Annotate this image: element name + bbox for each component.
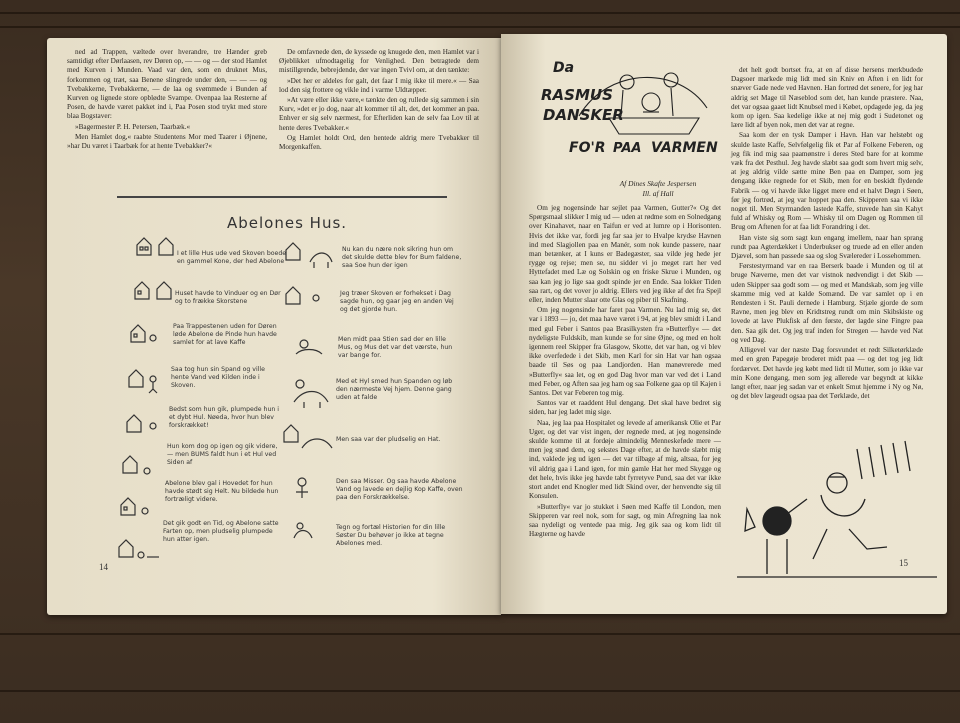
story-column-1	[67, 48, 267, 152]
comic-caption: Bedst som hun gik, plumpede hun i et dybt Hul. Nøeda, hvor hun blev forskrækket!	[169, 406, 279, 429]
paragraph: »Det her er aldeles for galt, det faar I mig ikke til mere.« — Saa lod den sig frottere og vikle ind i varme Uldtæpper.	[279, 76, 479, 94]
paragraph: det helt godt bortset fra, at en af disse hersens merkbudede Dagsoer markede mig lidt med sin Kniv en Aften i en lidt for snæver Gade nede ved Havnen. Han fortrød det senere, for jeg har aldrig set Mage til Næseblod som det, han kunde præstere. Naa, det var ogsaa gaaet lidt Knubsel med i Købet, opdagede jeg, da jeg kom op igen. Saa kedelige ikke at nej mig godt i Sudetonet og lære lidt af byen nok, men det var at regne.	[731, 66, 924, 130]
paragraph: Santos var et raaddent Hul dengang. Det skal have bedret sig siden, har jeg ladet mig sige.	[529, 399, 721, 417]
illustrator-credit: Ill. af Hall	[642, 189, 674, 198]
paragraph: Saa kom der en tysk Damper i Havn. Han var helstøbt og skulde laste Kaffe, Selvfølgelig fik et Par af Folkene Feberen, og jeg fik ind mig saa paamønstre i deres Sted bare for at komme væk fra det Pesthul. Jeg havde slæbt saa godt som hvert mig selv, at jeg aldrig vilde sætte mine Ben paa en Damper, som jeg dengang ikke regnede for et Skib, men for en beskidt flydende Fabrik — og vi havde ikke ligget mere end et halvt Døgn i Søen, før jeg fortrød, at jeg var hoppet paa den. Skipperen saa vi ikke noget til. Men Styrmanden lastede Kaffe, stuvede han sin Kahyt fuld af Whisky og Rom — Whisky til om Dagen og Rommen til Brug om Aftenen for at faa lidt Forandring i det.	[731, 131, 923, 232]
comic-caption: Paa Trappestenen uden for Døren løde Abelone de Pinde hun havde samlet for at lave Kaffe	[173, 323, 277, 346]
article-column-1	[529, 204, 721, 540]
comic-scene-drawings	[282, 238, 342, 578]
paragraph: Og Hamlet holdt Ord, den hentede aldrig mere Tvebakker til Morgenkaffen.	[279, 133, 479, 152]
logo-word: RASMUS	[541, 86, 613, 104]
comic-house-drawings	[117, 233, 177, 563]
byline: Af Dines Skafte Jespersen	[619, 179, 697, 188]
comic-caption: Saa tog hun sin Spand og ville hente Vand ved Kilden inde i Skoven.	[171, 366, 265, 389]
comic-title: Abelones Hus.	[227, 214, 348, 232]
paragraph: »At være eller ikke være,« tænkte den og rullede sig sammen i sin Kurv, »det er jo dog, naar alt kommer til alt, det, det kommer an paa. Enhver er sig selv nærmest, for Efterliden kan de selv faa Lov til at hente deres Tvebakker.«	[279, 96, 479, 132]
comic-caption: Men midt paa Stien sad der en lille Mus, og Mus det var det værste, hun var bange for.	[338, 336, 453, 359]
comic-caption: Den saa Misser. Og saa havde Abelone Vand og lavede en dejlig Kop Kaffe, oven paa den Forskrækkelse.	[336, 478, 463, 501]
wood-grain	[0, 633, 960, 635]
section-divider	[117, 196, 447, 198]
comic-caption: Nu kan du nære nok sikring hun om det skulde dette blev for Bum faldene, saa Soe hun der igen	[342, 246, 462, 269]
logo-word: FO'R	[569, 140, 606, 156]
page-number: 15	[899, 558, 908, 568]
paragraph: Om jeg nogensinde har sejlet paa Varmen, Gutter?« Og det Spørgsmaal slikker I mig ud — uden at rødme som en Solnedgang over Kinahavet, naar en Taifun er ved at lumre op i Horisonten. Hvis det ikke var, fordi jeg far saa jer to Hvalpe krydse Havnen ind med Slagjollen paa en Manér, som nok kunde passere, naar man betænker, at I kuns er Badegæster, saa vilde jeg hede jer rygge og rejse; men se, nu sidder vi jo meget rart her ved Hyttefadet med Læ og Solskin og en friske Skrue i Munden, og saa kan jeg jo lige saa godt spinde jer en Ende. Saa lokker Tiden saa rart, og det vover jo aldrig. Ellers ved jeg ikke af det fra Spejl eller, inden Mutter slaar otte Glas og piber til Skafning.	[529, 204, 721, 305]
comic-caption: I et lille Hus ude ved Skoven boede en gammel Kone, der hed Abelone	[177, 250, 287, 265]
right-page	[501, 34, 947, 614]
logo-word: VARMEN	[651, 140, 718, 156]
paragraph: Men Hamlet dog,« raabte Studentens Mor med Taarer i Øjnene, »har Du været i Taarbæk for at hente Tvebakker?«	[67, 132, 267, 151]
comic-caption: Jeg træer Skoven er forhekset i Dag sagde hun, og gaar jeg en anden Vej og det gjorde hun.	[340, 290, 454, 313]
comic-caption: Hun kom dog op igen og gik videre, — men BUMS faldt hun i et Hul ved Siden af	[167, 443, 278, 466]
paragraph: Alligevel var der næste Dag forsvundet et rødt Silketørklæde med en grøn Papegøje broderet midt paa — og det tog jeg lidt fordærvet. Det havde jeg købt med lidt til Mutter, som jo ikke var min Kone dengang, men som jeg allerede var begyndt at kikke langt efter, naar jeg sadan var et enkelt Smut hjemme i Ny og Nø, og det blev lægeudt ogsaa paa det Tørklæde, det	[731, 346, 923, 401]
paragraph: »Butterfly« var jo stukket i Søen med Kaffe til London, men Skipperen var reel nok, som for sagt, og min Afregning laa nok saa nydeligt og ventede paa mig. Jeg gik saa og kom lidt til Hægterne og havde	[529, 502, 721, 539]
wood-grain	[0, 12, 960, 14]
logo-word: DANSKER	[543, 106, 624, 124]
article-title-logo	[539, 56, 718, 176]
paragraph: Han viste sig som sagt kun engang imellem, naar han sprang rundt paa Agterdækket i Underbukser og truede ad en eller anden Djævel, som han passede saa og slog Svælereder i Lossehommen.	[731, 233, 923, 261]
story-column-2	[279, 48, 479, 153]
comic-caption: Tegn og fortæl Historien for din lille Søster Du behøver jo ikke at tegne Abelones med.	[336, 524, 446, 547]
article-column-2	[731, 66, 923, 446]
logo-word: Da	[553, 60, 575, 76]
paragraph: ned ad Trappen, væltede over hverandre, tre Hænder greb samtidigt efter Dørlaasen, rev Døren op, — — og — der stod Hamlet med Kurven i Munden. Vaad var den, som en druknet Mus, forkommen og træt, saa Benene slingrede under den, — — — og Tvebakkerne, Tvebakkerne, — de laa og svømmede i Bunden af Kurven og lignede store opblødte Svampe. Ovenpaa laa Resterne af Posen, de havde været pakket ind i, Paa Posen stod trykt med store blaa Bogstaver:	[67, 48, 267, 121]
comic-caption: Abelone blev gal i Hovedet for hun havde stødt sig Helt. Nu bildede hun fortræligt videre.	[165, 480, 279, 503]
logo-word: PAA	[613, 141, 642, 156]
paragraph: Førstestyrmand var en raa Berserk baade i Munden og til at bruge Næverne, men det var vistnok nødvendigt i det Skib — uden Skipper saa godt som — og med et Mandskab, som jeg ville skamme mig ved at kalde Somænd. De var samlet op i en Rendesten i St. Pauli dernede i Hamburg. Stjæle gjorde de som Ravne, men jeg blev en Kridtstreg rundt om min Skibskiste og lovede at lave Plukfisk af den første, der lagde sine Fingre paa den. Saa gik det. Og jeg traf inden for Stregen — havde ved Nat og ved Dag.	[731, 262, 923, 344]
wood-grain	[0, 26, 960, 28]
paragraph: »Bagermester P. H. Petersen, Taarbæk.«	[75, 122, 191, 131]
paragraph: Om jeg nogensinde har faret paa Varmen. Nu lad mig se, det var i 1893 — jo, det maa have været i 94, at jeg blev smidt i Land med gul Feber i Santos paa Brasilkysten fra »Butterfly« — det nydeligste Fuldskib, man kunde se for sine Øjne, og med en holt igennem reel Skipper fra Glasgow, Skotte, det var han, og vi blev ikke overfedede i det Skib, men Karl for sin Hat var han ogsaa baade til Søs og paa Landjorden. Han manøvrerede med »Butterfly« saa let, og en god Dag hvor man var ved det i Land med Feber, og Aften saa jeg ham og saa Folkene gaa op til Kajen i Santos. Det var Feberen tog mig.	[529, 306, 721, 398]
left-page	[47, 38, 501, 615]
page-number: 14	[99, 562, 108, 572]
comic-caption: Med et Hyl smed hun Spanden og løb den nærmeste Vej hjem. Denne gang uden at falde	[336, 378, 453, 401]
comic-caption: Det gik godt en Tid, og Abelone satte Farten op, men pludselig plumpede hun atter igen.	[163, 520, 279, 543]
paragraph: Naa, jeg laa paa Hospitalet og levede af amerikansk Olie et Par Uger, og det var vist ingen, der regnede med, at jeg nogensinde skulde komme til at fordøje almindelig Menneskeføde mere — men jeg snød dem, og sekstes Dage efter, at de havde slæbt mig ind, vaklede jeg ud igen — det var tilbage af mig, altsaa, for jeg vil aldrig gaa i Land igen, for min gamle Hat her med Skygge og det hele, hvis ikke jeg havde tabt fyrretyve Pund, saa det var ikke stort andet end Knogler med lidt Skind over, der henvendte sig til Konsulen.	[529, 418, 721, 501]
paragraph: De omfavnede den, de kyssede og knugede den, men Hamlet var i Øjeblikket ufmodtagelig for Venlighed. Den betragtede dem mistillgrende, bebrejdende, der var ingen Tvivl om, at den tænkte:	[279, 48, 479, 75]
comic-caption: Men saa var der pludselig en Hat.	[336, 436, 441, 443]
comic-caption: Huset havde to Vinduer og en Dør og to frække Skorstene	[175, 290, 281, 305]
wood-grain	[0, 690, 960, 692]
